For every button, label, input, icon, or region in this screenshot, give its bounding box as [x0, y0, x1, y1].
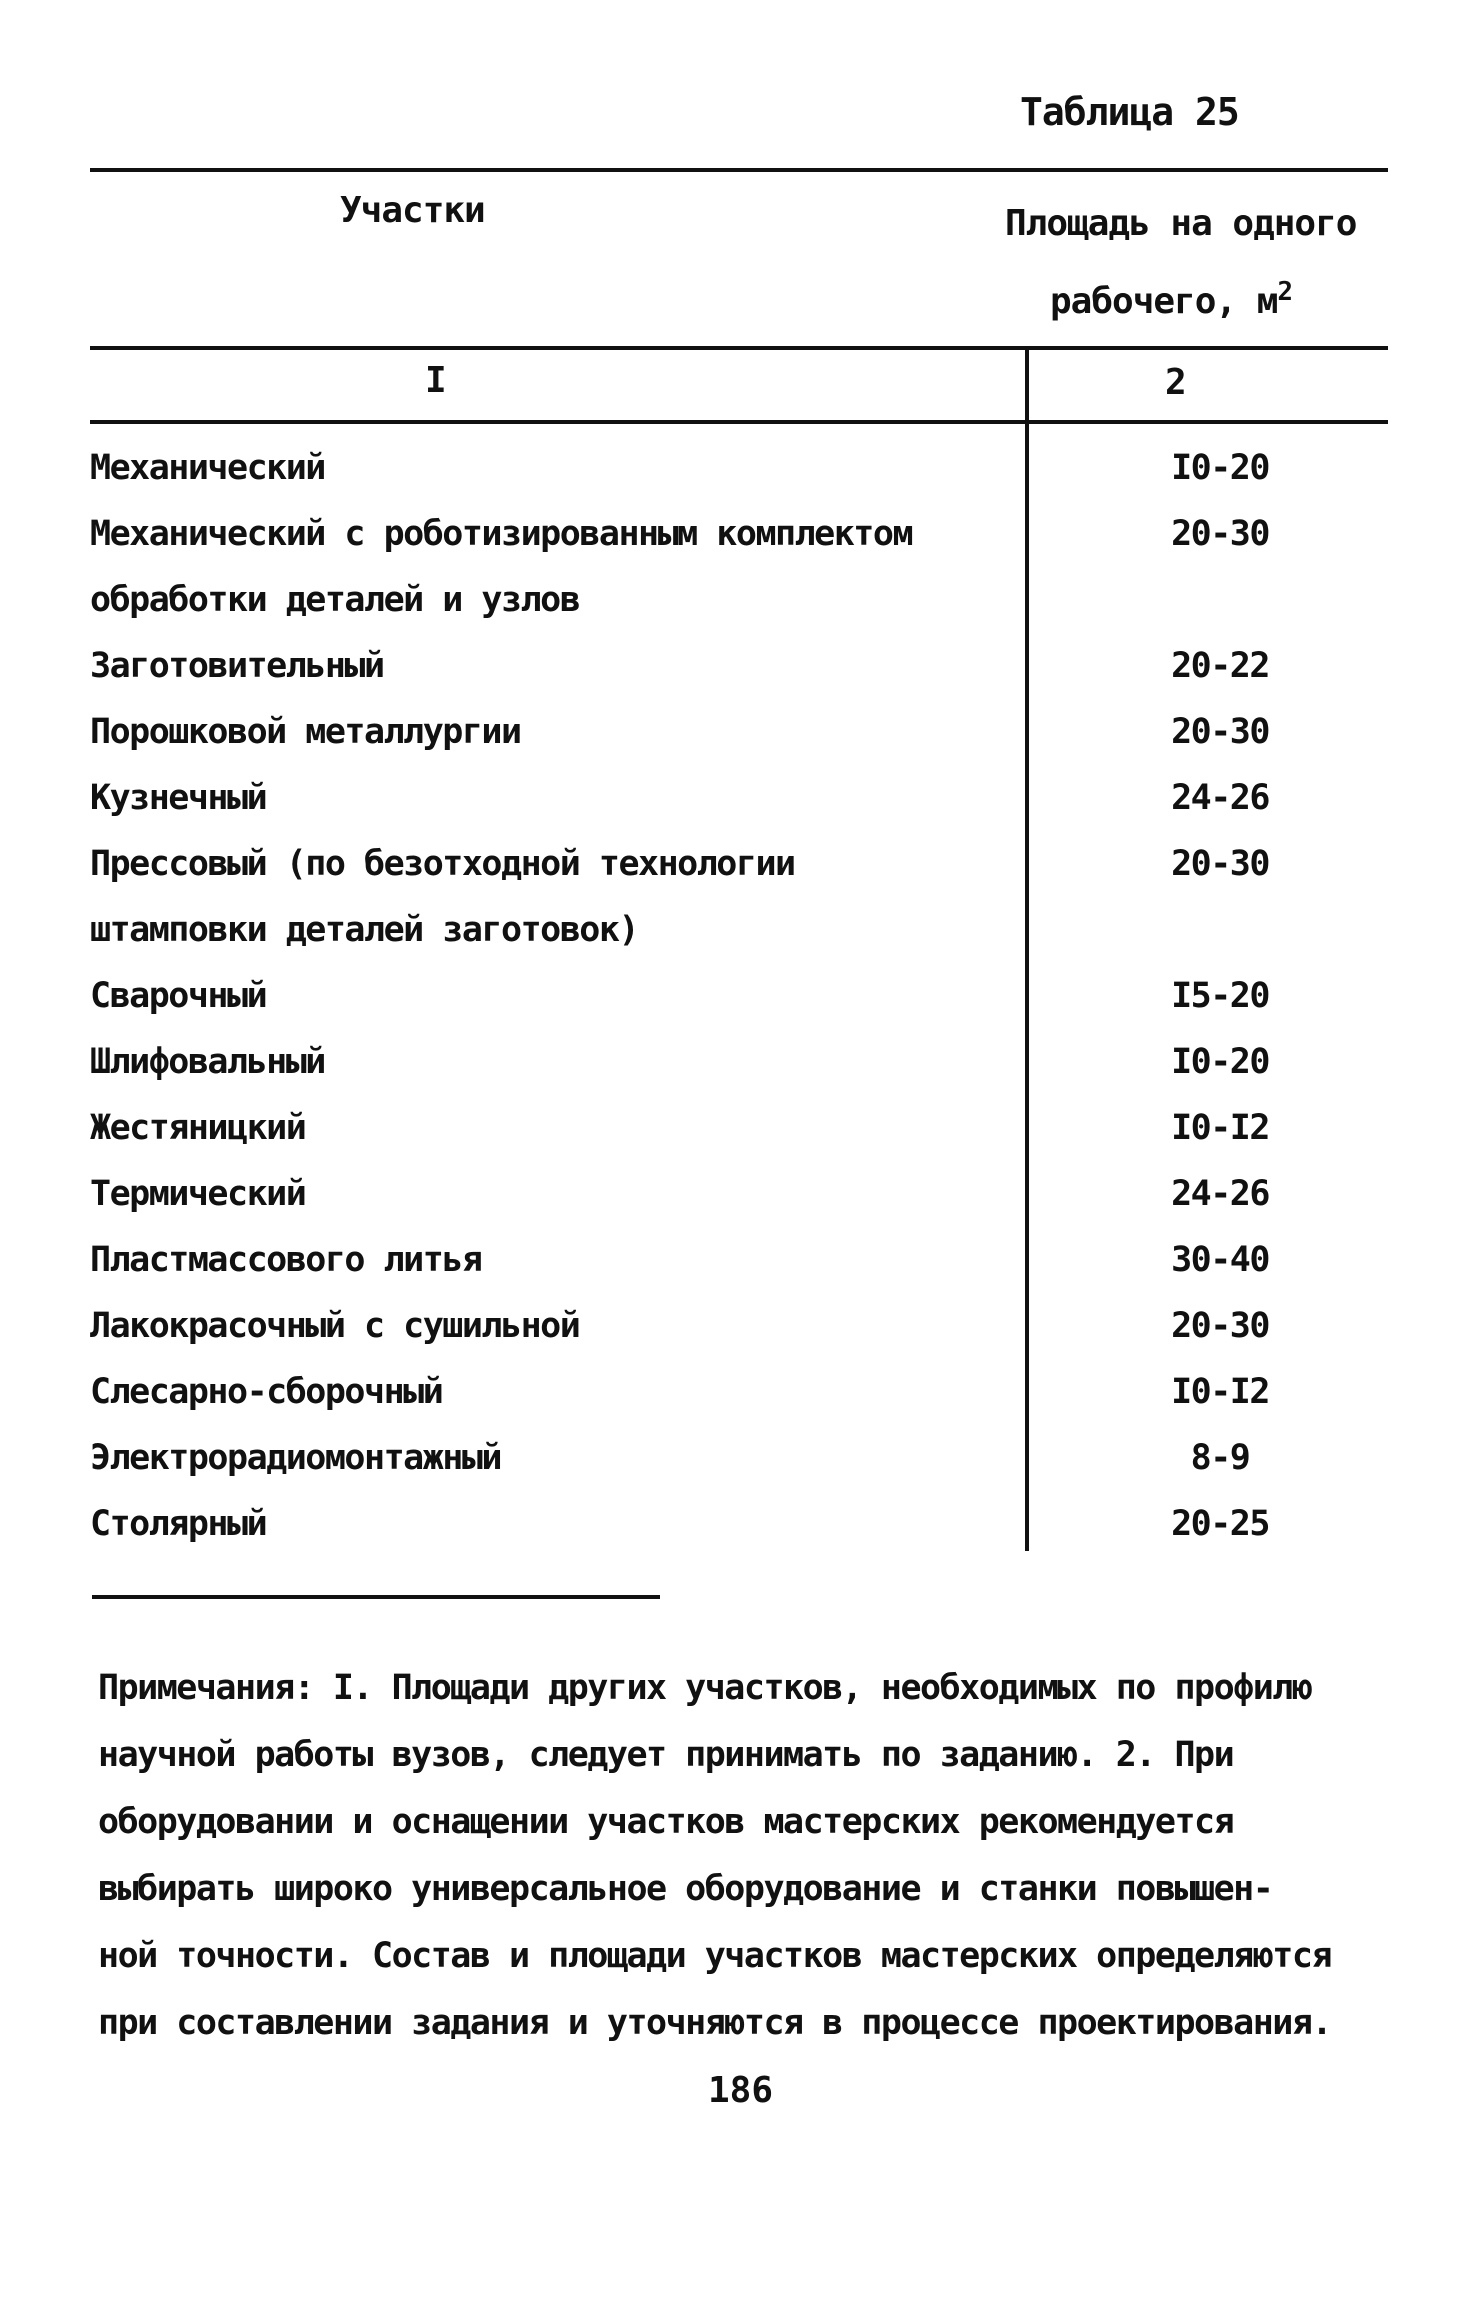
row-section: Механический с роботизированным комплектом обработки деталей и узлов [90, 514, 913, 620]
row-area: 20-30 [1171, 1306, 1269, 1346]
header-area-unit: рабочего, м [1050, 281, 1278, 322]
row-area: 30-40 [1171, 1240, 1269, 1280]
row-area: 20-30 [1171, 844, 1269, 884]
table-row [90, 435, 1390, 501]
table-body [90, 435, 1390, 1557]
table-row [90, 699, 1390, 765]
notes-line: ной точности. Состав и площади участков мастерских определяются [98, 1936, 1332, 1976]
row-area: I0-I2 [1171, 1108, 1269, 1148]
table-row [90, 1491, 1390, 1557]
table-notes [98, 1655, 1388, 2057]
notes-line: Примечания: I. Площади других участков, необходимых по профилю [98, 1668, 1312, 1708]
row-section: Механический [90, 448, 325, 488]
row-area: 20-30 [1171, 514, 1269, 554]
row-area: 24-26 [1171, 1174, 1269, 1214]
page-number: 186 [708, 2070, 774, 2111]
header-bottom-rule [90, 346, 1388, 350]
row-area: I0-20 [1171, 1042, 1269, 1082]
header-area-line2 [1005, 258, 1375, 336]
table-row [90, 1293, 1390, 1359]
table-row [90, 1095, 1390, 1161]
column-number-2: 2 [1165, 362, 1187, 403]
table-row [90, 831, 1390, 963]
notes-line: оборудовании и оснащении участков мастерских рекомендуется [98, 1802, 1234, 1842]
column-number-1: I [425, 360, 447, 401]
row-area: 20-22 [1171, 646, 1269, 686]
row-section: Сварочный [90, 976, 267, 1016]
row-area: 20-30 [1171, 712, 1269, 752]
notes-separator [92, 1595, 660, 1599]
header-column-area [1005, 190, 1375, 336]
row-section: Термический [90, 1174, 306, 1214]
table-top-rule [90, 168, 1388, 172]
header-area-line1: Площадь на одного [1005, 203, 1357, 244]
notes-line: выбирать широко универсальное оборудование и станки повышен- [98, 1869, 1273, 1909]
row-area: I0-20 [1171, 448, 1269, 488]
row-section: Прессовый (по безотходной технологии штамповки деталей заготовок) [90, 844, 795, 950]
table-row [90, 1425, 1390, 1491]
row-section: Заготовительный [90, 646, 384, 686]
table-row [90, 1161, 1390, 1227]
table-row [90, 633, 1390, 699]
notes-line: при составлении задания и уточняются в процессе проектирования. [98, 2003, 1332, 2043]
row-section: Столярный [90, 1504, 267, 1544]
row-section: Электрорадиомонтажный [90, 1438, 502, 1478]
table-row [90, 501, 1390, 633]
header-area-superscript: 2 [1277, 277, 1293, 307]
row-section: Кузнечный [90, 778, 267, 818]
row-area: 24-26 [1171, 778, 1269, 818]
table-row [90, 765, 1390, 831]
row-area: I5-20 [1171, 976, 1269, 1016]
row-area: I0-I2 [1171, 1372, 1269, 1412]
notes-line: научной работы вузов, следует принимать по заданию. 2. При [98, 1735, 1234, 1775]
table-row [90, 1029, 1390, 1095]
table-row [90, 1227, 1390, 1293]
table-label: Таблица 25 [1020, 90, 1239, 134]
column-numbers-rule [90, 420, 1388, 424]
row-area: 20-25 [1171, 1504, 1269, 1544]
row-section: Пластмассового литья [90, 1240, 482, 1280]
header-column-sections: Участки [340, 190, 485, 231]
row-section: Слесарно-сборочный [90, 1372, 443, 1412]
table-row [90, 963, 1390, 1029]
table-row [90, 1359, 1390, 1425]
row-area: 8-9 [1190, 1438, 1250, 1478]
row-section: Жестяницкий [90, 1108, 306, 1148]
row-section: Порошковой металлургии [90, 712, 521, 752]
row-section: Лакокрасочный с сушильной [90, 1306, 580, 1346]
row-section: Шлифовальный [90, 1042, 325, 1082]
